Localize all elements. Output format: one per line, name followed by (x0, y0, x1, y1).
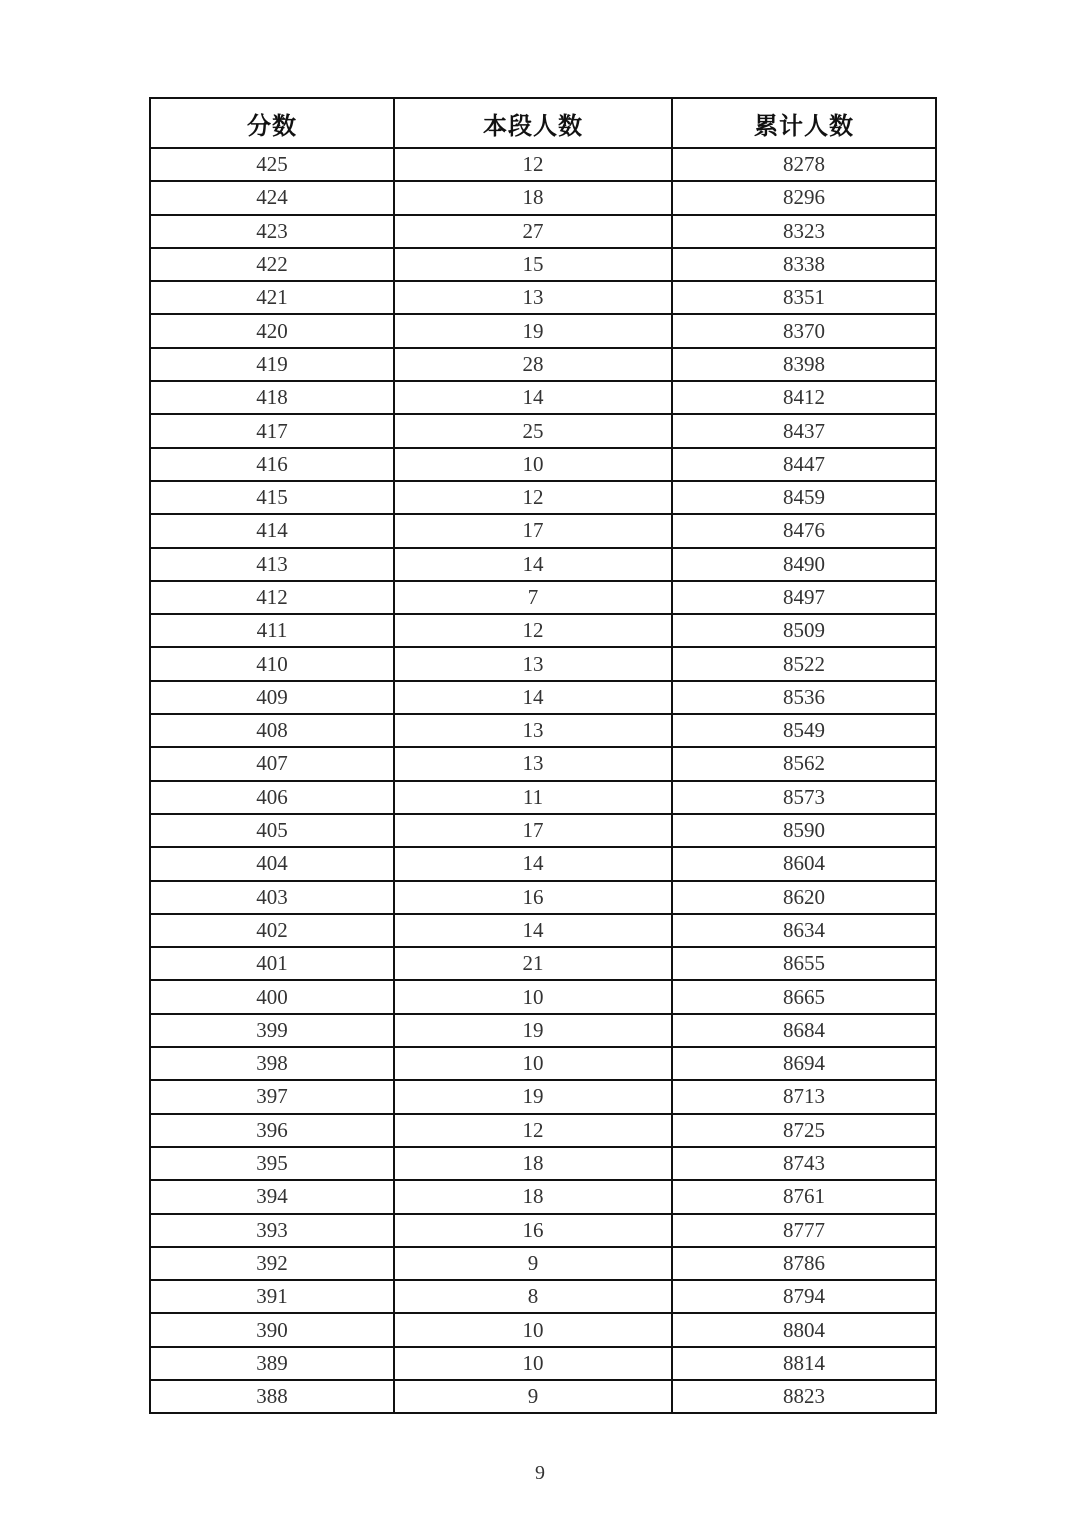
cell-cumulative-count: 8412 (672, 381, 936, 414)
table-row (150, 414, 936, 447)
cell-score: 411 (150, 614, 394, 647)
cell-segment-count: 12 (394, 481, 672, 514)
cell-cumulative-count: 8549 (672, 714, 936, 747)
cell-segment-count: 13 (394, 747, 672, 780)
cell-cumulative-count: 8804 (672, 1313, 936, 1346)
cell-segment-count: 27 (394, 215, 672, 248)
cell-segment-count: 12 (394, 614, 672, 647)
table-row (150, 548, 936, 581)
table-row (150, 714, 936, 747)
table-row (150, 980, 936, 1013)
cell-segment-count: 14 (394, 847, 672, 880)
cell-cumulative-count: 8447 (672, 448, 936, 481)
table-row (150, 381, 936, 414)
cell-cumulative-count: 8437 (672, 414, 936, 447)
table-row (150, 1080, 936, 1113)
table-row (150, 1247, 936, 1280)
table-row (150, 215, 936, 248)
table-row (150, 1347, 936, 1380)
cell-segment-count: 12 (394, 148, 672, 181)
table-body (150, 148, 936, 1413)
cell-score: 397 (150, 1080, 394, 1113)
cell-score: 403 (150, 881, 394, 914)
table-row (150, 1147, 936, 1180)
table-row (150, 514, 936, 547)
cell-score: 414 (150, 514, 394, 547)
cell-score: 398 (150, 1047, 394, 1080)
cell-cumulative-count: 8398 (672, 348, 936, 381)
cell-segment-count: 18 (394, 1147, 672, 1180)
cell-cumulative-count: 8351 (672, 281, 936, 314)
cell-cumulative-count: 8278 (672, 148, 936, 181)
cell-segment-count: 13 (394, 647, 672, 680)
cell-cumulative-count: 8823 (672, 1380, 936, 1413)
cell-cumulative-count: 8562 (672, 747, 936, 780)
cell-cumulative-count: 8573 (672, 781, 936, 814)
cell-segment-count: 10 (394, 1047, 672, 1080)
cell-cumulative-count: 8338 (672, 248, 936, 281)
table-row (150, 881, 936, 914)
table-row (150, 747, 936, 780)
cell-score: 416 (150, 448, 394, 481)
cell-score: 418 (150, 381, 394, 414)
cell-score: 407 (150, 747, 394, 780)
table-row (150, 581, 936, 614)
cell-score: 405 (150, 814, 394, 847)
cell-score: 421 (150, 281, 394, 314)
cell-segment-count: 25 (394, 414, 672, 447)
cell-cumulative-count: 8725 (672, 1114, 936, 1147)
table-row (150, 847, 936, 880)
cell-score: 391 (150, 1280, 394, 1313)
cell-segment-count: 13 (394, 714, 672, 747)
cell-segment-count: 17 (394, 814, 672, 847)
cell-cumulative-count: 8620 (672, 881, 936, 914)
cell-score: 417 (150, 414, 394, 447)
table-row (150, 647, 936, 680)
cell-segment-count: 9 (394, 1247, 672, 1280)
cell-score: 404 (150, 847, 394, 880)
cell-score: 413 (150, 548, 394, 581)
cell-cumulative-count: 8684 (672, 1014, 936, 1047)
cell-cumulative-count: 8634 (672, 914, 936, 947)
cell-score: 422 (150, 248, 394, 281)
table-header (150, 98, 936, 148)
cell-score: 410 (150, 647, 394, 680)
cell-segment-count: 8 (394, 1280, 672, 1313)
table-row (150, 781, 936, 814)
cell-segment-count: 14 (394, 548, 672, 581)
cell-segment-count: 14 (394, 381, 672, 414)
cell-segment-count: 15 (394, 248, 672, 281)
table-row (150, 248, 936, 281)
table-row (150, 481, 936, 514)
header-cumulative-count: 累计人数 (672, 98, 936, 148)
cell-score: 419 (150, 348, 394, 381)
cell-cumulative-count: 8694 (672, 1047, 936, 1080)
cell-cumulative-count: 8777 (672, 1214, 936, 1247)
table-row (150, 1180, 936, 1213)
cell-segment-count: 10 (394, 1347, 672, 1380)
cell-cumulative-count: 8814 (672, 1347, 936, 1380)
cell-segment-count: 18 (394, 1180, 672, 1213)
table-row (150, 1014, 936, 1047)
cell-score: 423 (150, 215, 394, 248)
cell-score: 395 (150, 1147, 394, 1180)
cell-cumulative-count: 8476 (672, 514, 936, 547)
cell-score: 409 (150, 681, 394, 714)
cell-segment-count: 10 (394, 980, 672, 1013)
cell-segment-count: 28 (394, 348, 672, 381)
table-row (150, 281, 936, 314)
cell-segment-count: 18 (394, 181, 672, 214)
table-row (150, 1380, 936, 1413)
cell-score: 392 (150, 1247, 394, 1280)
cell-score: 412 (150, 581, 394, 614)
cell-cumulative-count: 8743 (672, 1147, 936, 1180)
cell-segment-count: 13 (394, 281, 672, 314)
cell-score: 425 (150, 148, 394, 181)
table-row (150, 1280, 936, 1313)
cell-score: 402 (150, 914, 394, 947)
cell-segment-count: 17 (394, 514, 672, 547)
cell-cumulative-count: 8604 (672, 847, 936, 880)
cell-score: 420 (150, 314, 394, 347)
cell-segment-count: 10 (394, 1313, 672, 1346)
cell-score: 396 (150, 1114, 394, 1147)
table-row (150, 1313, 936, 1346)
cell-segment-count: 16 (394, 881, 672, 914)
cell-cumulative-count: 8536 (672, 681, 936, 714)
table-row (150, 1214, 936, 1247)
cell-segment-count: 12 (394, 1114, 672, 1147)
table-row (150, 1114, 936, 1147)
cell-cumulative-count: 8761 (672, 1180, 936, 1213)
header-score: 分数 (150, 98, 394, 148)
cell-score: 394 (150, 1180, 394, 1213)
cell-segment-count: 14 (394, 681, 672, 714)
header-row (150, 98, 936, 148)
cell-cumulative-count: 8296 (672, 181, 936, 214)
score-distribution-table (149, 97, 937, 1414)
cell-segment-count: 19 (394, 314, 672, 347)
cell-cumulative-count: 8665 (672, 980, 936, 1013)
cell-score: 400 (150, 980, 394, 1013)
cell-score: 393 (150, 1214, 394, 1247)
cell-score: 399 (150, 1014, 394, 1047)
table-row (150, 814, 936, 847)
cell-cumulative-count: 8459 (672, 481, 936, 514)
cell-score: 406 (150, 781, 394, 814)
cell-cumulative-count: 8509 (672, 614, 936, 647)
header-segment-count: 本段人数 (394, 98, 672, 148)
cell-score: 388 (150, 1380, 394, 1413)
table-row (150, 181, 936, 214)
cell-segment-count: 14 (394, 914, 672, 947)
cell-score: 408 (150, 714, 394, 747)
cell-segment-count: 19 (394, 1014, 672, 1047)
table-row (150, 914, 936, 947)
table-row (150, 148, 936, 181)
cell-cumulative-count: 8590 (672, 814, 936, 847)
cell-cumulative-count: 8370 (672, 314, 936, 347)
cell-score: 415 (150, 481, 394, 514)
cell-segment-count: 21 (394, 947, 672, 980)
cell-score: 424 (150, 181, 394, 214)
cell-score: 390 (150, 1313, 394, 1346)
cell-cumulative-count: 8713 (672, 1080, 936, 1113)
cell-score: 389 (150, 1347, 394, 1380)
table-row (150, 1047, 936, 1080)
table-row (150, 614, 936, 647)
cell-cumulative-count: 8490 (672, 548, 936, 581)
page-number: 9 (535, 1462, 545, 1484)
table-row (150, 947, 936, 980)
cell-segment-count: 11 (394, 781, 672, 814)
cell-score: 401 (150, 947, 394, 980)
table-row (150, 448, 936, 481)
cell-cumulative-count: 8323 (672, 215, 936, 248)
cell-cumulative-count: 8497 (672, 581, 936, 614)
table-row (150, 681, 936, 714)
cell-segment-count: 7 (394, 581, 672, 614)
cell-segment-count: 10 (394, 448, 672, 481)
cell-cumulative-count: 8786 (672, 1247, 936, 1280)
cell-cumulative-count: 8522 (672, 647, 936, 680)
cell-cumulative-count: 8794 (672, 1280, 936, 1313)
cell-segment-count: 16 (394, 1214, 672, 1247)
table-row (150, 348, 936, 381)
cell-segment-count: 9 (394, 1380, 672, 1413)
cell-cumulative-count: 8655 (672, 947, 936, 980)
cell-segment-count: 19 (394, 1080, 672, 1113)
table-row (150, 314, 936, 347)
